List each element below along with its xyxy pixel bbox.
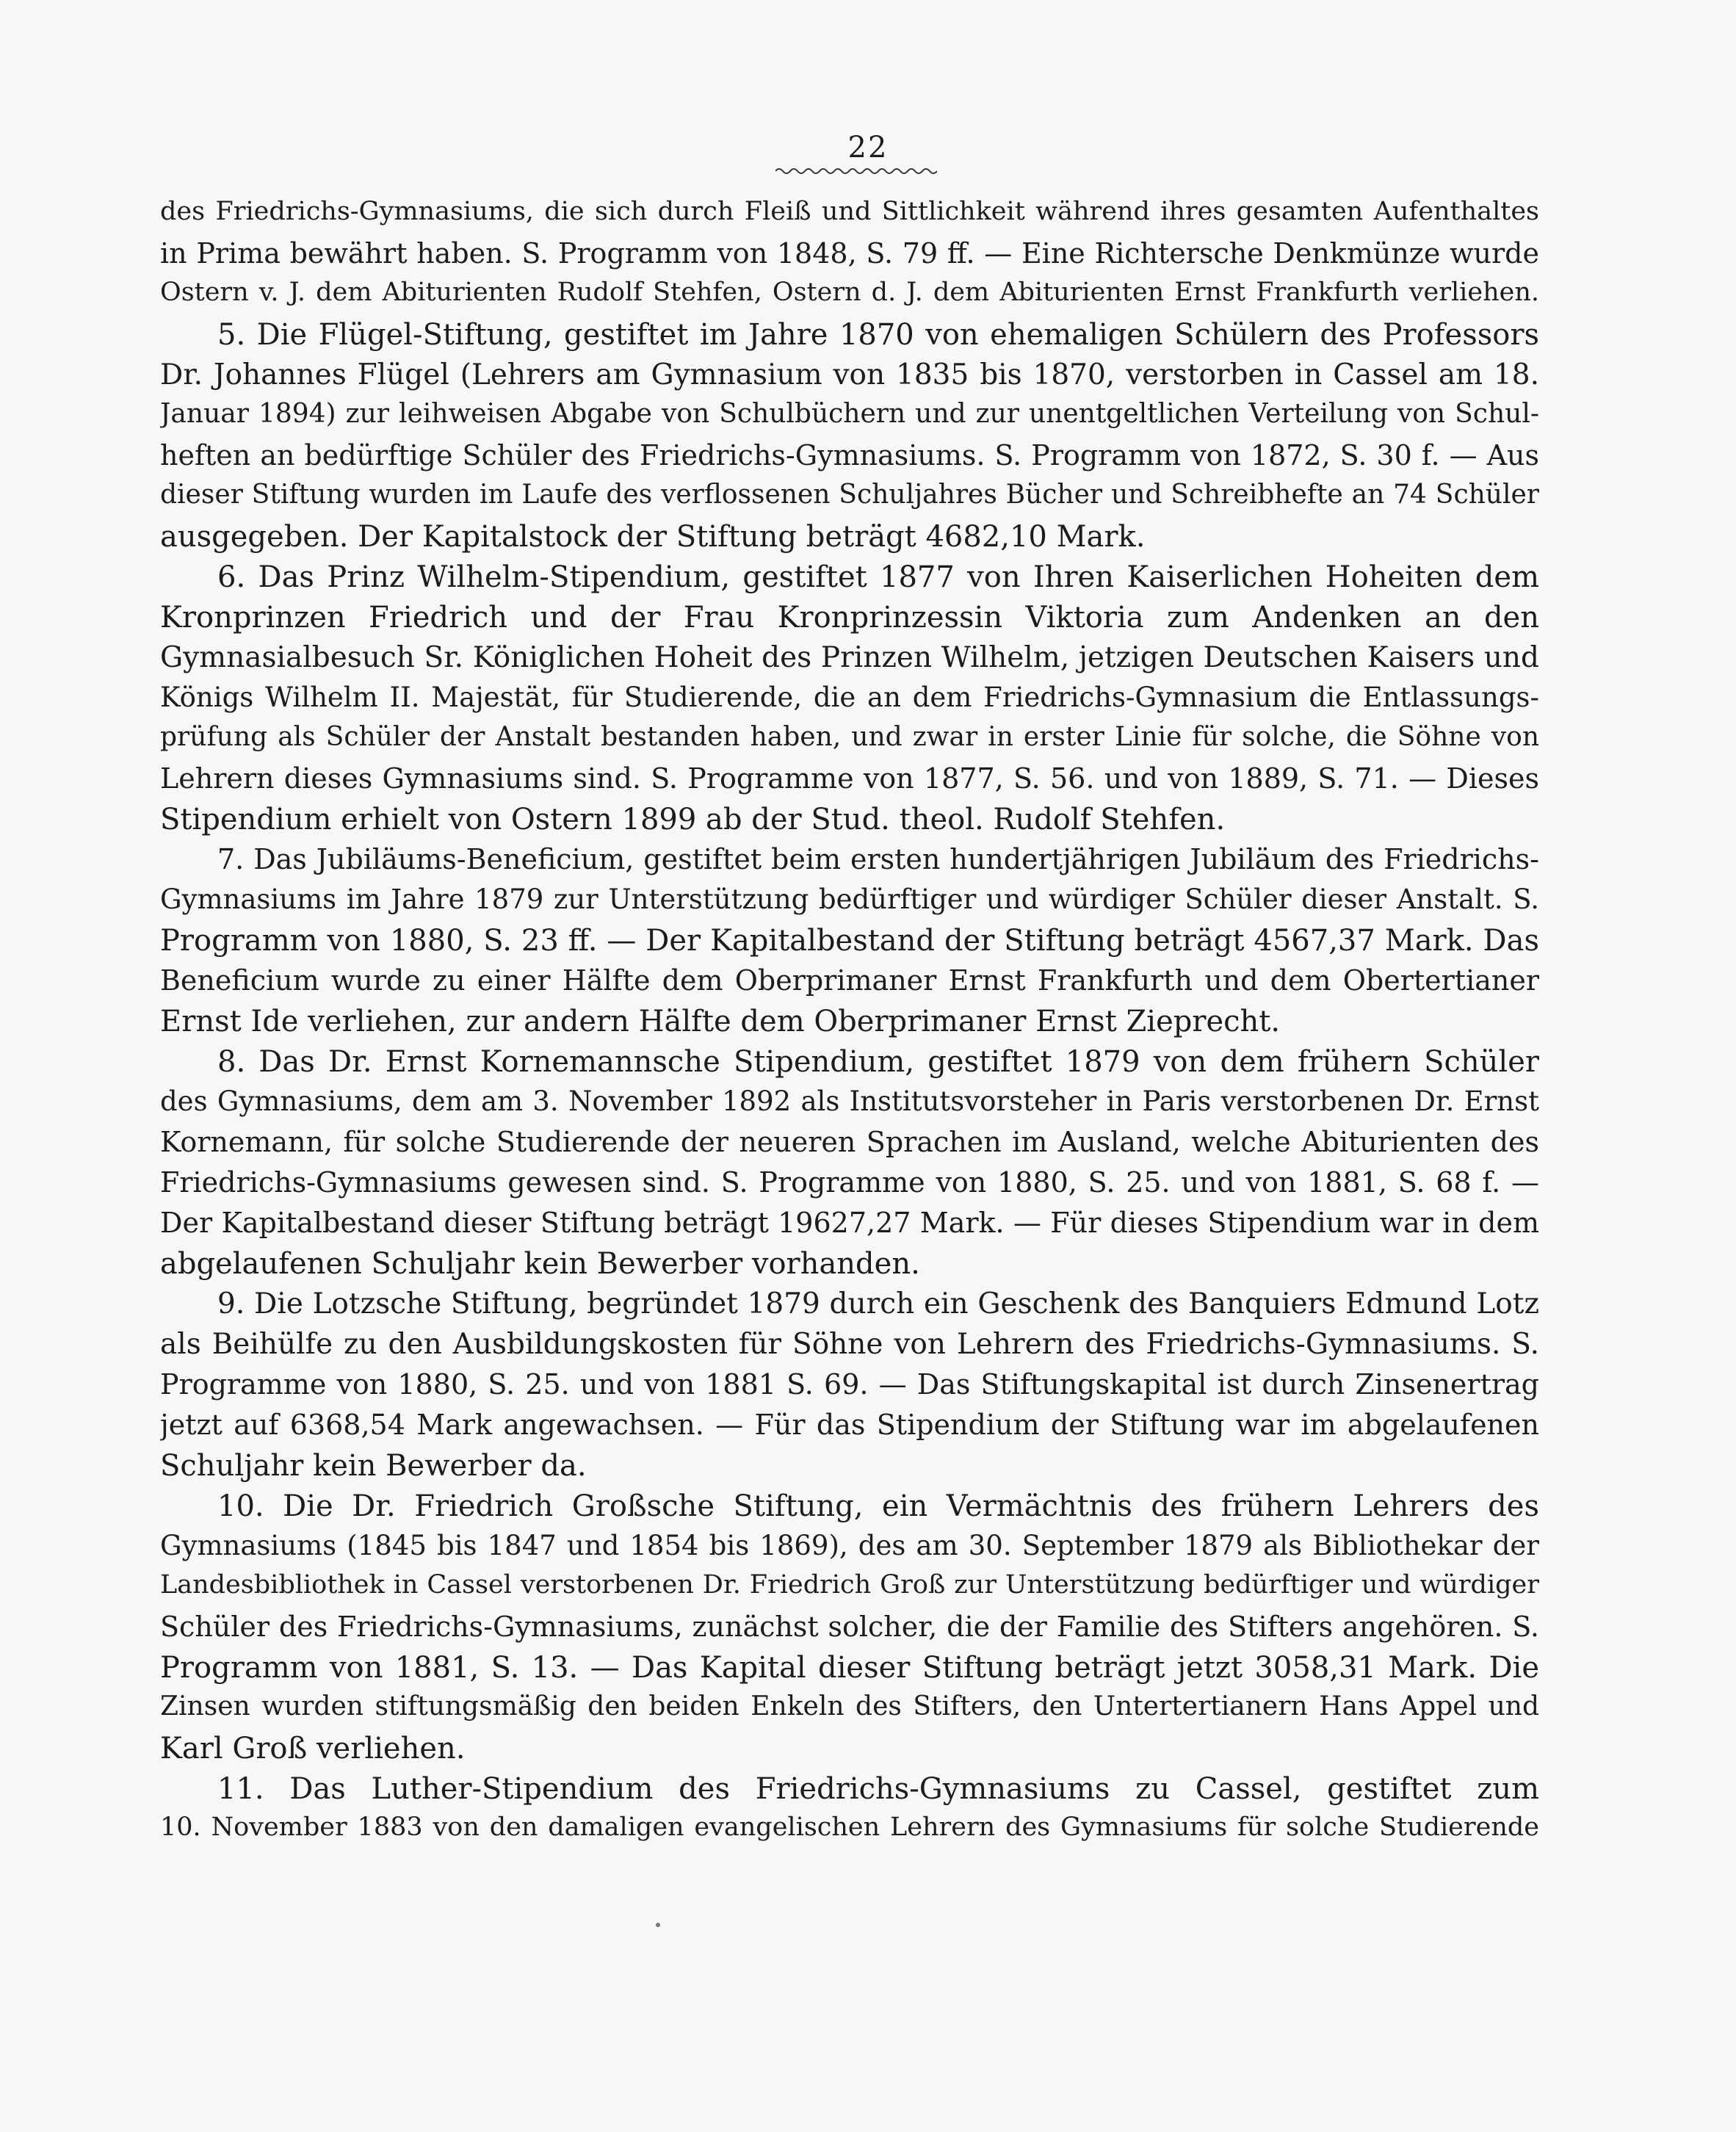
text-line: Dr. Johannes Flügel (Lehrers am Gymnasium von 1835 bis 1870, verstorben in Cassel am 18. xyxy=(160,358,1539,391)
text-line: 7. Das Jubiläums-Beneficium, gestiftet beim ersten hundertjährigen Jubiläum des Friedrichs- xyxy=(217,843,1539,875)
text-line: Programm von 1881, S. 13. — Das Kapital dieser Stiftung beträgt jetzt 3058,31 Mark. Die xyxy=(160,1651,1539,1685)
text-line: Landesbibliothek in Cassel verstorbenen Dr. Friedrich Groß zur Unterstützung bedürftiger und würdiger xyxy=(160,1570,1539,1600)
text-line: ausgegeben. Der Kapitalstock der Stiftung beträgt 4682,10 Mark. xyxy=(160,520,1146,554)
text-line: 10. November 1883 von den damaligen evangelischen Lehrern des Gymnasiums für solche Studierende xyxy=(160,1813,1539,1842)
text-line: Ernst Ide verliehen, zur andern Hälfte dem Oberprimaner Ernst Zieprecht. xyxy=(160,1005,1281,1038)
paper-speck xyxy=(656,1923,660,1927)
text-line: Kronprinzen Friedrich und der Frau Kronprinzessin Viktoria zum Andenken an den xyxy=(160,601,1539,635)
page-number-ornament xyxy=(775,166,937,176)
text-line: Zinsen wurden stiftungsmäßig den beiden Enkeln des Stifters, den Untertertianern Hans Appel und xyxy=(160,1691,1539,1721)
text-line: Der Kapitalbestand dieser Stiftung beträgt 19627,27 Mark. — Für dieses Stipendium war in dem xyxy=(160,1207,1539,1239)
text-line: 6. Das Prinz Wilhelm-Stipendium, gestiftet 1877 von Ihren Kaiserlichen Hoheiten dem xyxy=(217,560,1539,594)
text-line: heften an bedürftige Schüler des Friedrichs-Gymnasiums. S. Programm von 1872, S. 30 f. — Aus xyxy=(160,439,1539,471)
text-line: als Beihülfe zu den Ausbildungskosten für Söhne von Lehrern des Friedrichs-Gymnasiums. S. xyxy=(160,1328,1539,1361)
text-line: 11. Das Luther-Stipendium des Friedrichs-Gymnasiums zu Cassel, gestiftet zum xyxy=(217,1772,1539,1806)
text-line: Schüler des Friedrichs-Gymnasiums, zunächst solcher, die der Familie des Stifters angehören. S. xyxy=(160,1611,1539,1643)
text-line: Königs Wilhelm II. Majestät, für Studierende, die an dem Friedrichs-Gymnasium die Entlassungs- xyxy=(160,682,1539,713)
text-line: Gymnasiums im Jahre 1879 zur Unterstützung bedürftiger und würdiger Schüler dieser Anstalt. S. xyxy=(160,883,1539,915)
text-line: Gymnasialbesuch Sr. Königlichen Hoheit des Prinzen Wilhelm, jetzigen Deutschen Kaisers und xyxy=(160,641,1539,674)
text-line: des Gymnasiums, dem am 3. November 1892 als Institutsvorsteher in Paris verstorbenen Dr. Ernst xyxy=(160,1085,1539,1117)
text-line: Kornemann, für solche Studierende der neueren Sprachen im Ausland, welche Abiturienten des xyxy=(160,1126,1539,1158)
body-text xyxy=(160,197,1539,1853)
text-line: in Prima bewährt haben. S. Programm von 1848, S. 79 ff. — Eine Richtersche Denkmünze wurde xyxy=(160,237,1539,270)
text-line: Programme von 1880, S. 25. und von 1881 S. 69. — Das Stiftungskapital ist durch Zinsenertrag xyxy=(160,1368,1539,1401)
text-line: Schuljahr kein Bewerber da. xyxy=(160,1449,587,1483)
text-line: Programm von 1880, S. 23 ff. — Der Kapitalbestand der Stiftung beträgt 4567,37 Mark. Das xyxy=(160,924,1539,958)
text-line: Gymnasiums (1845 bis 1847 und 1854 bis 1869), des am 30. September 1879 als Bibliothekar der xyxy=(160,1530,1539,1561)
text-line: Ostern v. J. dem Abiturienten Rudolf Stehfen, Ostern d. J. dem Abiturienten Ernst Frankfurth verliehen. xyxy=(160,278,1539,307)
page-number: 22 xyxy=(847,131,889,165)
text-line: Lehrern dieses Gymnasiums sind. S. Programme von 1877, S. 56. und von 1889, S. 71. — Dieses xyxy=(160,762,1539,795)
text-line: Friedrichs-Gymnasiums gewesen sind. S. Programme von 1880, S. 25. und von 1881, S. 68 f. — xyxy=(160,1166,1539,1199)
text-line: abgelaufenen Schuljahr kein Bewerber vorhanden. xyxy=(160,1247,920,1281)
text-line: des Friedrichs-Gymnasiums, die sich durch Fleiß und Sittlichkeit während ihres gesamten Aufenthaltes xyxy=(160,197,1539,226)
text-line: 9. Die Lotzsche Stiftung, begründet 1879 durch ein Geschenk des Banquiers Edmund Lotz xyxy=(217,1287,1539,1320)
text-line: Karl Groß verliehen. xyxy=(160,1732,466,1766)
text-line: prüfung als Schüler der Anstalt bestanden haben, und zwar in erster Linie für solche, die Söhne von xyxy=(160,722,1539,752)
text-line: Stipendium erhielt von Ostern 1899 ab der Stud. theol. Rudolf Stehfen. xyxy=(160,803,1226,836)
text-line: 10. Die Dr. Friedrich Großsche Stiftung, ein Vermächtnis des frühern Lehrers des xyxy=(217,1489,1539,1523)
text-line: Januar 1894) zur leihweisen Abgabe von Schulbüchern und zur unentgeltlichen Verteilung von Schul- xyxy=(160,399,1539,429)
text-line: Beneficium wurde zu einer Hälfte dem Oberprimaner Ernst Frankfurth und dem Obertertianer xyxy=(160,964,1539,997)
text-line: jetzt auf 6368,54 Mark angewachsen. — Für das Stipendium der Stiftung war im abgelaufenen xyxy=(160,1409,1539,1441)
text-line: dieser Stiftung wurden im Laufe des verflossenen Schuljahres Bücher und Schreibhefte an 74 Schüler xyxy=(160,480,1539,510)
text-line: 8. Das Dr. Ernst Kornemannsche Stipendium, gestiftet 1879 von dem frühern Schüler xyxy=(217,1045,1539,1079)
text-line: 5. Die Flügel-Stiftung, gestiftet im Jahre 1870 von ehemaligen Schülern des Professors xyxy=(217,318,1539,352)
